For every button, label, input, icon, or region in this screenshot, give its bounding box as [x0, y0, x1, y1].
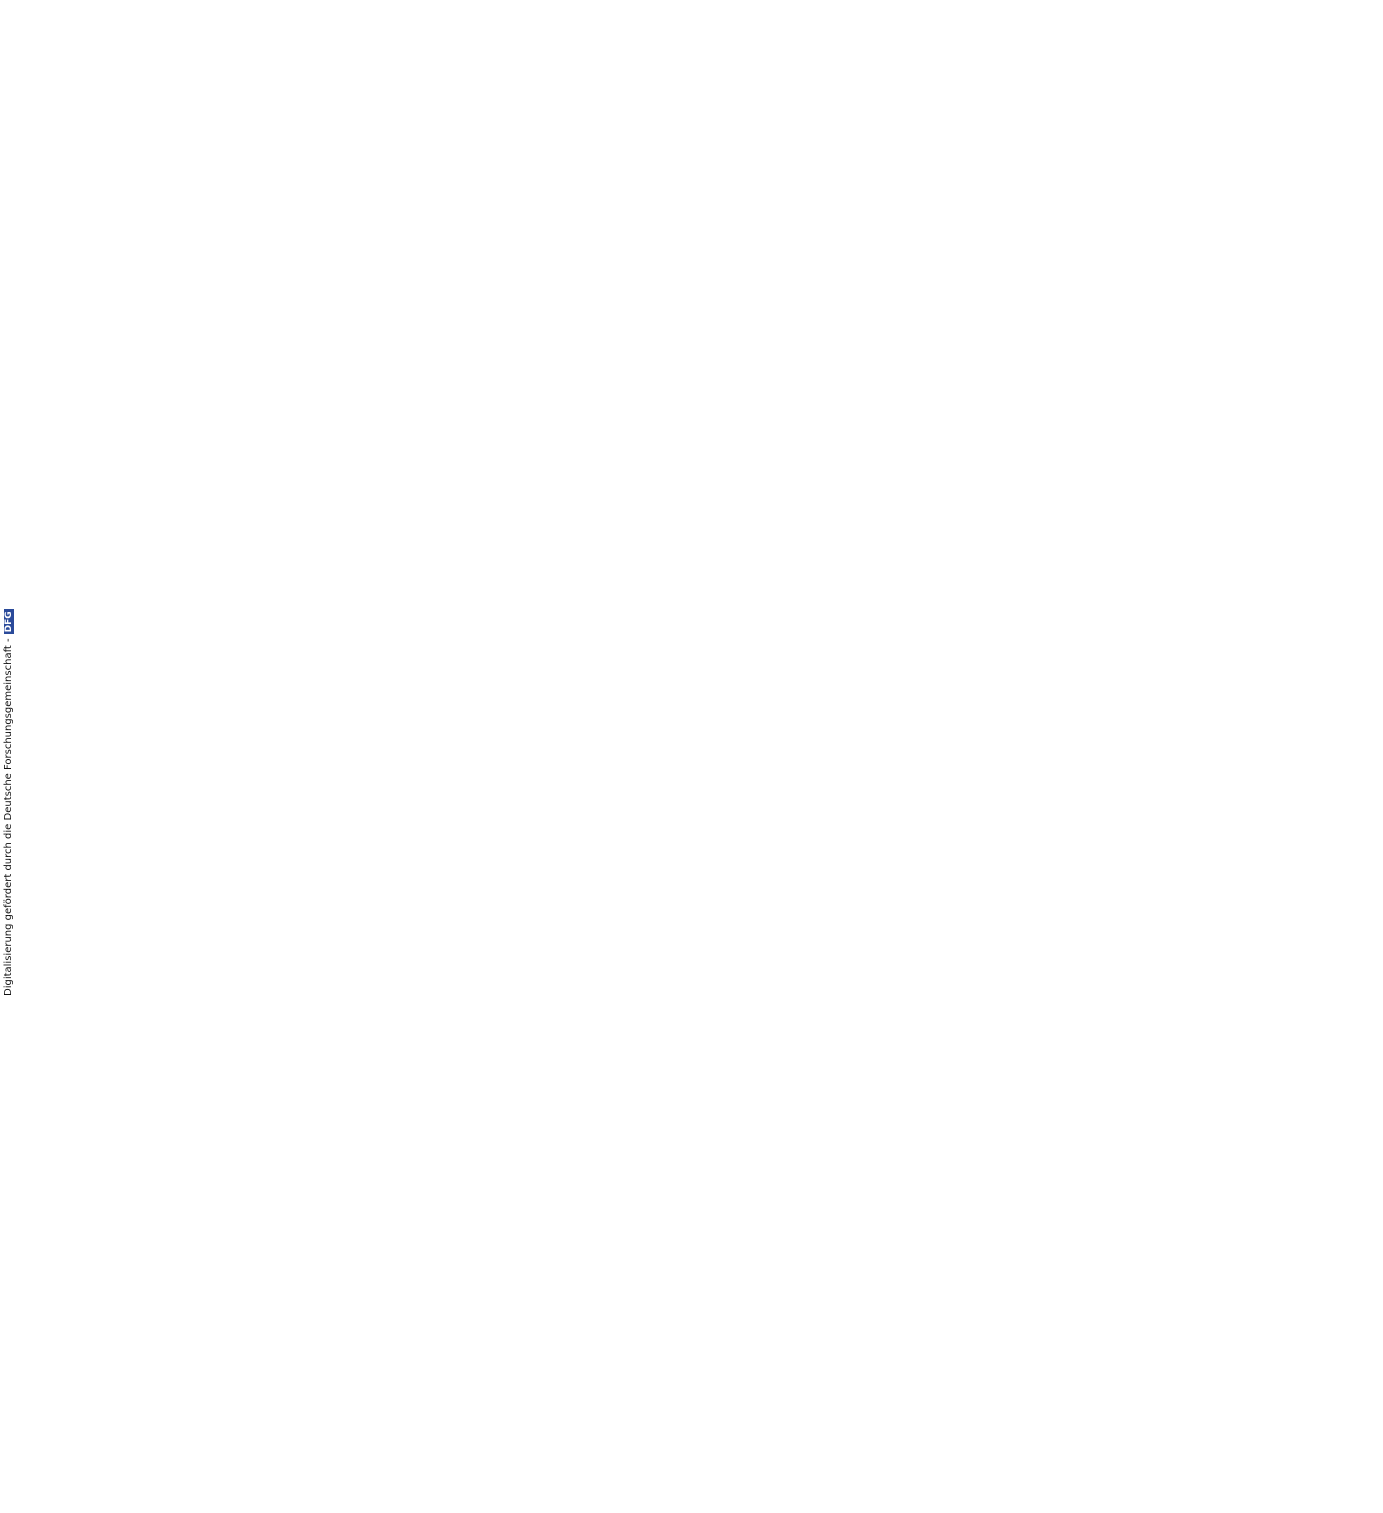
footer-text: Digitalisierung gefördert durch die Deutsche Forschungsgemeinschaft - [3, 638, 14, 996]
footer [3, 609, 14, 996]
dfg-logo: DFG [4, 611, 14, 633]
